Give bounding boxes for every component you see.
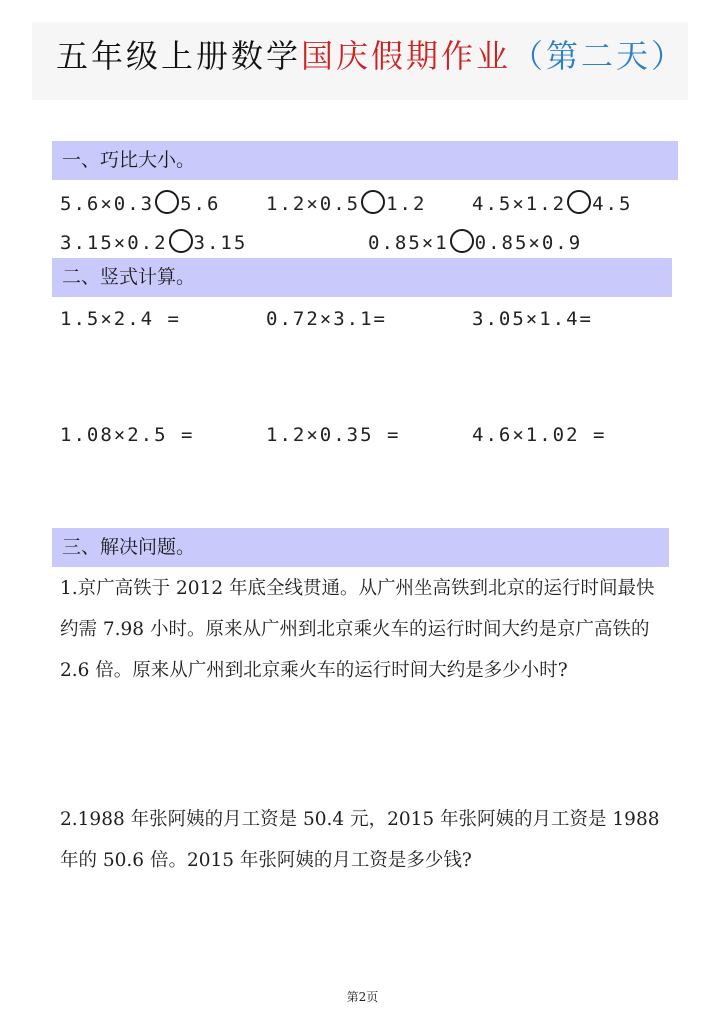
compare-left: 1.2×0.5 — [266, 193, 361, 215]
compare-right: 5.6 — [180, 193, 221, 215]
compare-right: 3.15 — [193, 232, 248, 254]
title-grade: 五年级上册数学 — [56, 37, 302, 75]
word-problem-1: 1.京广高铁于 2012 年底全线贯通。从广州坐高铁到北京的运行时间最快约需 7.98 小时。原来从广州到北京乘火车的运行时间大约是京广高铁的 2.6 倍。原来从广州到北京乘火车的运行时间大约是多少小时? — [60, 578, 655, 681]
title-topic: 国庆假期作业 — [301, 37, 512, 75]
page-title — [56, 37, 687, 75]
answer-circle[interactable] — [567, 190, 591, 214]
answer-circle[interactable] — [361, 190, 385, 214]
compare-right: 0.85×0.9 — [474, 232, 583, 254]
calc-problem: 0.72×3.1= — [266, 308, 387, 330]
calc-problem: 1.08×2.5 = — [60, 424, 195, 446]
compare-item — [368, 229, 582, 254]
compare-item — [60, 229, 247, 254]
answer-circle[interactable] — [155, 190, 179, 214]
compare-left: 3.15×0.2 — [60, 232, 168, 254]
compare-left: 5.6×0.3 — [60, 193, 155, 215]
calc-problem: 4.6×1.02 = — [472, 424, 607, 446]
answer-circle[interactable] — [450, 229, 474, 253]
compare-item — [266, 190, 426, 215]
compare-item — [472, 190, 632, 215]
section-heading-compare: 一、巧比大小。 — [52, 141, 678, 180]
word-problem-2: 2.1988 年张阿姨的月工资是 50.4 元，2015 年张阿姨的月工资是 1988 年的 50.6 倍。2015 年张阿姨的月工资是多少钱? — [60, 809, 660, 871]
calc-problem: 3.05×1.4= — [472, 308, 593, 330]
compare-right: 4.5 — [592, 193, 633, 215]
compare-left: 4.5×1.2 — [472, 193, 567, 215]
compare-right: 1.2 — [386, 193, 427, 215]
section-heading-word-problems: 三、解决问题。 — [52, 528, 669, 567]
title-day: （第二天） — [511, 37, 687, 75]
section-heading-vertical-calc: 二、竖式计算。 — [52, 258, 672, 297]
compare-left: 0.85×1 — [368, 232, 449, 254]
calc-problem: 1.5×2.4 = — [60, 308, 181, 330]
calc-problem: 1.2×0.35 = — [266, 424, 401, 446]
page-number: 第2页 — [346, 990, 379, 1004]
compare-item — [60, 190, 220, 215]
answer-circle[interactable] — [169, 229, 193, 253]
